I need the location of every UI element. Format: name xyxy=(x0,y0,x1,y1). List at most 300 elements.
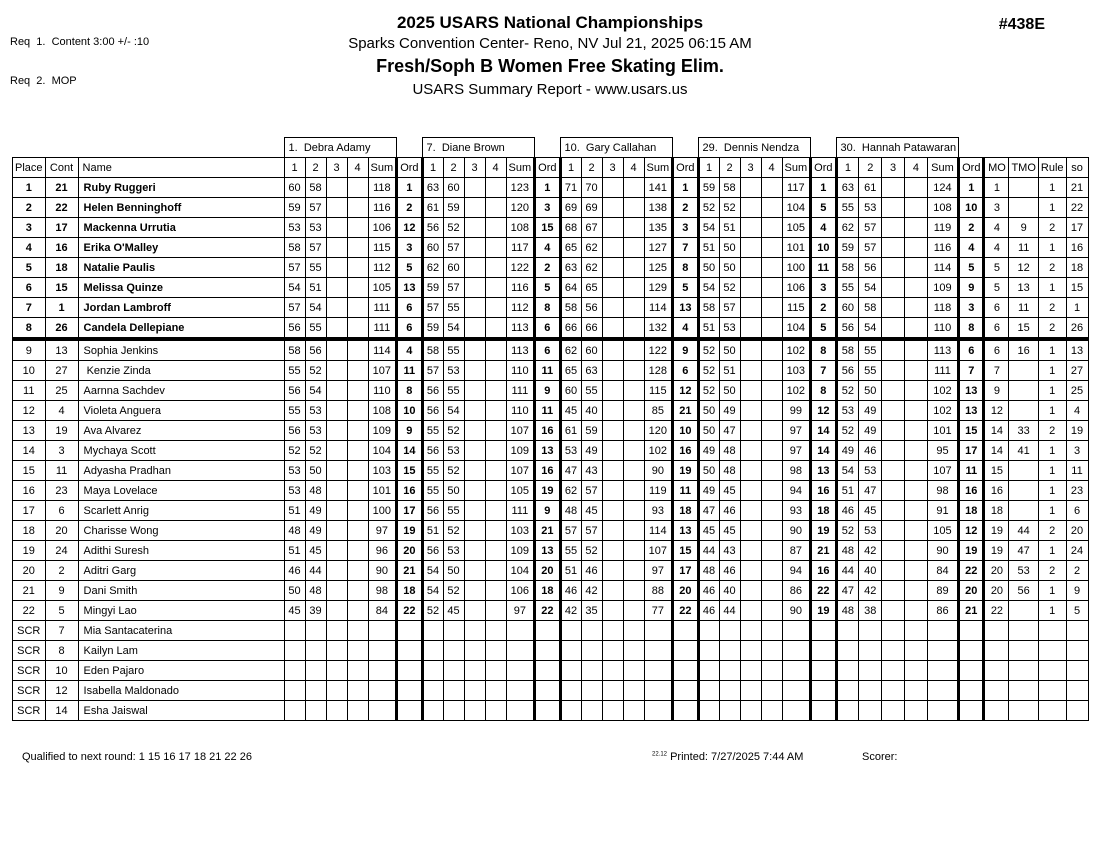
table-row xyxy=(13,318,1089,340)
ord-cell: 19 xyxy=(535,481,560,501)
score-cell xyxy=(882,178,905,198)
score-cell: 52 xyxy=(836,521,859,541)
score-cell: 60 xyxy=(422,238,443,258)
column-header-ord: Ord xyxy=(535,158,560,178)
ord-cell: 17 xyxy=(673,561,698,581)
place-cell: 1 xyxy=(13,178,46,198)
rule-cell xyxy=(1038,621,1066,641)
score-cell: 43 xyxy=(581,461,602,481)
ord-cell: 13 xyxy=(959,401,984,421)
ord-cell: 13 xyxy=(811,461,836,481)
championship-title: 2025 USARS National Championships xyxy=(396,13,704,32)
sum-cell: 98 xyxy=(927,481,958,501)
sum-cell: 114 xyxy=(368,339,397,361)
column-header-row xyxy=(13,158,1089,178)
so-cell: 22 xyxy=(1066,198,1088,218)
score-cell xyxy=(485,318,506,340)
score-cell: 56 xyxy=(836,318,859,340)
ord-cell: 6 xyxy=(535,318,560,340)
header-spacer xyxy=(1009,138,1038,158)
sum-cell xyxy=(644,661,673,681)
cont-cell: 13 xyxy=(45,339,78,361)
sum-cell: 104 xyxy=(368,441,397,461)
column-header-tmo: TMO xyxy=(1009,158,1038,178)
mo-cell: 22 xyxy=(984,601,1009,621)
ord-cell: 15 xyxy=(673,541,698,561)
score-cell xyxy=(347,198,368,218)
score-cell xyxy=(602,701,623,721)
ord-cell: 14 xyxy=(811,421,836,441)
ord-cell xyxy=(811,641,836,661)
score-cell xyxy=(464,561,485,581)
column-header-ord: Ord xyxy=(811,158,836,178)
ord-cell: 17 xyxy=(397,501,422,521)
score-cell xyxy=(740,481,761,501)
score-cell: 52 xyxy=(443,521,464,541)
score-cell xyxy=(623,621,644,641)
score-cell xyxy=(464,521,485,541)
sum-cell: 138 xyxy=(644,198,673,218)
score-cell: 48 xyxy=(698,561,719,581)
score-cell xyxy=(485,621,506,641)
score-cell: 61 xyxy=(859,178,882,198)
column-header-ord: Ord xyxy=(673,158,698,178)
score-cell: 55 xyxy=(305,318,326,340)
score-cell xyxy=(623,218,644,238)
sum-cell: 86 xyxy=(927,601,958,621)
score-cell xyxy=(464,421,485,441)
table-row xyxy=(13,218,1089,238)
score-cell xyxy=(905,541,928,561)
score-cell xyxy=(623,421,644,441)
place-cell: 8 xyxy=(13,318,46,340)
so-cell: 21 xyxy=(1066,178,1088,198)
ord-cell: 14 xyxy=(397,441,422,461)
rule-cell: 1 xyxy=(1038,361,1066,381)
score-cell: 55 xyxy=(836,278,859,298)
so-cell: 1 xyxy=(1066,298,1088,318)
score-cell: 50 xyxy=(698,461,719,481)
sum-cell: 85 xyxy=(644,401,673,421)
ord-cell: 19 xyxy=(959,541,984,561)
mo-cell: 9 xyxy=(984,381,1009,401)
sum-cell xyxy=(782,641,811,661)
score-cell xyxy=(623,581,644,601)
sum-cell xyxy=(782,681,811,701)
cont-cell: 26 xyxy=(45,318,78,340)
score-cell xyxy=(836,681,859,701)
ord-cell: 11 xyxy=(535,401,560,421)
column-header-1: 1 xyxy=(836,158,859,178)
ord-cell: 11 xyxy=(959,461,984,481)
score-cell: 52 xyxy=(443,218,464,238)
ord-cell: 12 xyxy=(397,218,422,238)
score-cell xyxy=(882,278,905,298)
venue-date-line: Sparks Convention Center- Reno, NV Jul 21, 2025 06:15 AM xyxy=(348,35,752,52)
sum-cell xyxy=(368,681,397,701)
name-cell: Charisse Wong xyxy=(78,521,284,541)
rule-cell: 2 xyxy=(1038,521,1066,541)
sum-cell: 107 xyxy=(927,461,958,481)
score-cell xyxy=(581,641,602,661)
score-cell xyxy=(326,541,347,561)
score-cell: 50 xyxy=(443,481,464,501)
score-cell xyxy=(740,701,761,721)
score-cell xyxy=(485,178,506,198)
tmo-cell xyxy=(1009,641,1038,661)
ord-cell: 4 xyxy=(535,238,560,258)
sum-cell: 101 xyxy=(782,238,811,258)
ord-cell: 1 xyxy=(959,178,984,198)
table-row xyxy=(13,681,1089,701)
score-cell xyxy=(305,661,326,681)
score-cell xyxy=(623,541,644,561)
sum-cell: 105 xyxy=(368,278,397,298)
score-cell xyxy=(623,278,644,298)
sum-cell: 100 xyxy=(368,501,397,521)
place-cell: 15 xyxy=(13,461,46,481)
score-cell xyxy=(740,521,761,541)
rule-cell: 1 xyxy=(1038,461,1066,481)
score-cell xyxy=(284,621,305,641)
sum-cell xyxy=(782,621,811,641)
score-cell: 56 xyxy=(284,381,305,401)
sum-cell: 114 xyxy=(927,258,958,278)
ord-cell: 21 xyxy=(959,601,984,621)
sum-cell: 98 xyxy=(368,581,397,601)
score-cell: 42 xyxy=(859,581,882,601)
sum-cell xyxy=(782,661,811,681)
score-cell: 55 xyxy=(836,198,859,218)
ord-cell: 9 xyxy=(535,381,560,401)
score-cell xyxy=(882,218,905,238)
score-cell: 51 xyxy=(422,521,443,541)
score-cell: 63 xyxy=(560,258,581,278)
mo-cell: 6 xyxy=(984,298,1009,318)
column-header-1: 1 xyxy=(698,158,719,178)
place-cell: 20 xyxy=(13,561,46,581)
so-cell xyxy=(1066,641,1088,661)
score-cell: 47 xyxy=(698,501,719,521)
tmo-cell xyxy=(1009,461,1038,481)
score-cell: 54 xyxy=(443,318,464,340)
score-cell xyxy=(761,601,782,621)
score-cell: 57 xyxy=(284,298,305,318)
score-cell: 57 xyxy=(859,218,882,238)
score-cell: 50 xyxy=(698,421,719,441)
score-cell xyxy=(905,178,928,198)
ord-cell xyxy=(673,661,698,681)
ord-cell xyxy=(397,641,422,661)
score-cell xyxy=(485,681,506,701)
score-cell: 40 xyxy=(859,561,882,581)
score-cell xyxy=(464,218,485,238)
score-cell xyxy=(464,258,485,278)
score-cell: 52 xyxy=(284,441,305,461)
sum-cell xyxy=(927,681,958,701)
ord-cell: 6 xyxy=(397,298,422,318)
header-spacer xyxy=(1038,138,1066,158)
ord-cell: 6 xyxy=(397,318,422,340)
sum-cell: 84 xyxy=(927,561,958,581)
sum-cell: 124 xyxy=(927,178,958,198)
header-spacer xyxy=(673,138,698,158)
score-cell: 40 xyxy=(719,581,740,601)
so-cell: 15 xyxy=(1066,278,1088,298)
score-cell xyxy=(347,218,368,238)
cont-cell: 2 xyxy=(45,561,78,581)
score-cell xyxy=(698,661,719,681)
score-cell xyxy=(761,441,782,461)
sum-cell: 116 xyxy=(506,278,535,298)
score-cell: 51 xyxy=(719,361,740,381)
score-cell xyxy=(859,661,882,681)
score-cell xyxy=(326,381,347,401)
rule-cell: 1 xyxy=(1038,278,1066,298)
score-cell: 46 xyxy=(698,581,719,601)
score-cell: 58 xyxy=(560,298,581,318)
score-cell xyxy=(761,258,782,278)
score-cell: 45 xyxy=(698,521,719,541)
score-cell: 50 xyxy=(698,401,719,421)
sum-cell: 102 xyxy=(782,381,811,401)
place-cell: 13 xyxy=(13,421,46,441)
ord-cell: 11 xyxy=(673,481,698,501)
score-cell: 57 xyxy=(581,521,602,541)
rule-cell: 1 xyxy=(1038,441,1066,461)
sum-cell: 117 xyxy=(782,178,811,198)
tmo-cell xyxy=(1009,701,1038,721)
score-cell: 52 xyxy=(305,441,326,461)
score-cell: 60 xyxy=(284,178,305,198)
tmo-cell xyxy=(1009,198,1038,218)
sum-cell: 97 xyxy=(782,421,811,441)
sum-cell: 120 xyxy=(506,198,535,218)
place-cell: 6 xyxy=(13,278,46,298)
score-cell: 52 xyxy=(443,581,464,601)
sum-cell: 117 xyxy=(506,238,535,258)
mo-cell xyxy=(984,621,1009,641)
score-cell: 57 xyxy=(422,361,443,381)
score-cell xyxy=(719,681,740,701)
place-cell: SCR xyxy=(13,621,46,641)
score-cell: 57 xyxy=(422,298,443,318)
score-cell xyxy=(602,661,623,681)
sum-cell: 115 xyxy=(368,238,397,258)
table-row xyxy=(13,461,1089,481)
score-cell: 52 xyxy=(698,198,719,218)
score-cell: 55 xyxy=(284,401,305,421)
ord-cell: 3 xyxy=(397,238,422,258)
score-cell: 50 xyxy=(719,238,740,258)
score-cell xyxy=(761,561,782,581)
score-cell: 48 xyxy=(284,521,305,541)
place-cell: 22 xyxy=(13,601,46,621)
table-row xyxy=(13,198,1089,218)
name-cell: Adyasha Pradhan xyxy=(78,461,284,481)
ord-cell: 5 xyxy=(811,318,836,340)
score-cell: 52 xyxy=(443,421,464,441)
score-cell: 53 xyxy=(305,401,326,421)
score-cell: 44 xyxy=(719,601,740,621)
score-cell: 55 xyxy=(859,339,882,361)
score-cell: 48 xyxy=(836,541,859,561)
ord-cell: 12 xyxy=(959,521,984,541)
ord-cell: 16 xyxy=(535,461,560,481)
name-cell: Violeta Anguera xyxy=(78,401,284,421)
score-cell: 46 xyxy=(698,601,719,621)
score-cell xyxy=(581,661,602,681)
ord-cell: 13 xyxy=(535,541,560,561)
ord-cell: 4 xyxy=(811,218,836,238)
results-table xyxy=(12,137,1089,721)
judge-name-header-row xyxy=(13,138,1089,158)
score-cell xyxy=(602,238,623,258)
table-row xyxy=(13,421,1089,441)
score-cell xyxy=(485,361,506,381)
sum-cell: 84 xyxy=(368,601,397,621)
score-cell: 55 xyxy=(859,361,882,381)
cont-cell: 19 xyxy=(45,421,78,441)
score-cell xyxy=(485,339,506,361)
score-cell xyxy=(305,641,326,661)
score-cell xyxy=(740,381,761,401)
sum-cell: 93 xyxy=(644,501,673,521)
sum-cell: 123 xyxy=(506,178,535,198)
tmo-cell: 15 xyxy=(1009,318,1038,340)
mo-cell: 19 xyxy=(984,521,1009,541)
name-cell: Ruby Ruggeri xyxy=(78,178,284,198)
score-cell: 45 xyxy=(581,501,602,521)
score-cell xyxy=(905,361,928,381)
ord-cell: 4 xyxy=(397,339,422,361)
score-cell: 50 xyxy=(719,381,740,401)
score-cell xyxy=(326,501,347,521)
score-cell xyxy=(464,681,485,701)
score-cell xyxy=(422,621,443,641)
score-cell xyxy=(905,339,928,361)
ord-cell: 12 xyxy=(673,381,698,401)
score-cell xyxy=(326,521,347,541)
score-cell xyxy=(623,258,644,278)
score-cell: 60 xyxy=(560,381,581,401)
score-cell xyxy=(882,661,905,681)
score-cell xyxy=(882,701,905,721)
score-cell xyxy=(623,481,644,501)
table-row xyxy=(13,661,1089,681)
score-cell xyxy=(859,641,882,661)
score-cell xyxy=(485,461,506,481)
score-cell xyxy=(905,258,928,278)
score-cell: 46 xyxy=(719,561,740,581)
place-cell: 17 xyxy=(13,501,46,521)
ord-cell: 8 xyxy=(811,339,836,361)
score-cell xyxy=(882,621,905,641)
sum-cell xyxy=(927,701,958,721)
score-cell: 53 xyxy=(284,481,305,501)
sum-cell: 132 xyxy=(644,318,673,340)
cont-cell: 23 xyxy=(45,481,78,501)
score-cell xyxy=(347,681,368,701)
score-cell xyxy=(698,641,719,661)
scorer-label: Scorer: xyxy=(862,751,898,763)
score-cell: 57 xyxy=(719,298,740,318)
rule-cell: 1 xyxy=(1038,501,1066,521)
score-cell xyxy=(719,701,740,721)
score-cell xyxy=(326,461,347,481)
score-cell: 56 xyxy=(305,339,326,361)
score-cell: 62 xyxy=(581,238,602,258)
score-cell xyxy=(623,401,644,421)
score-cell xyxy=(326,278,347,298)
column-header-4: 4 xyxy=(905,158,928,178)
header-spacer xyxy=(959,138,984,158)
score-cell xyxy=(761,361,782,381)
ord-cell: 8 xyxy=(673,258,698,278)
score-cell xyxy=(882,381,905,401)
score-cell: 45 xyxy=(560,401,581,421)
score-cell: 56 xyxy=(422,501,443,521)
score-cell: 45 xyxy=(284,601,305,621)
score-cell xyxy=(905,661,928,681)
score-cell: 49 xyxy=(859,421,882,441)
score-cell: 52 xyxy=(698,381,719,401)
ord-cell xyxy=(535,621,560,641)
sum-cell: 135 xyxy=(644,218,673,238)
score-cell xyxy=(581,701,602,721)
mo-cell xyxy=(984,641,1009,661)
score-cell xyxy=(347,481,368,501)
score-cell xyxy=(485,298,506,318)
score-cell xyxy=(326,481,347,501)
score-cell xyxy=(905,461,928,481)
score-cell xyxy=(464,361,485,381)
ord-cell: 1 xyxy=(397,178,422,198)
cont-cell: 18 xyxy=(45,258,78,278)
place-cell: 21 xyxy=(13,581,46,601)
score-cell xyxy=(326,361,347,381)
score-cell xyxy=(443,661,464,681)
score-cell xyxy=(698,681,719,701)
score-cell xyxy=(305,621,326,641)
ord-cell: 3 xyxy=(811,278,836,298)
score-cell: 59 xyxy=(581,421,602,441)
score-cell: 42 xyxy=(560,601,581,621)
tmo-cell xyxy=(1009,178,1038,198)
score-cell: 55 xyxy=(284,361,305,381)
score-cell xyxy=(326,681,347,701)
rule-cell: 2 xyxy=(1038,218,1066,238)
score-cell xyxy=(326,421,347,441)
sum-cell: 102 xyxy=(644,441,673,461)
sum-cell: 125 xyxy=(644,258,673,278)
ord-cell xyxy=(673,621,698,641)
score-cell xyxy=(623,238,644,258)
ord-cell: 16 xyxy=(811,561,836,581)
score-cell xyxy=(905,441,928,461)
table-row xyxy=(13,441,1089,461)
score-cell: 60 xyxy=(836,298,859,318)
score-cell: 57 xyxy=(284,258,305,278)
table-row xyxy=(13,178,1089,198)
so-cell: 11 xyxy=(1066,461,1088,481)
score-cell xyxy=(882,258,905,278)
score-cell xyxy=(761,581,782,601)
score-cell xyxy=(859,621,882,641)
score-cell xyxy=(602,581,623,601)
score-cell xyxy=(623,501,644,521)
ord-cell: 15 xyxy=(535,218,560,238)
